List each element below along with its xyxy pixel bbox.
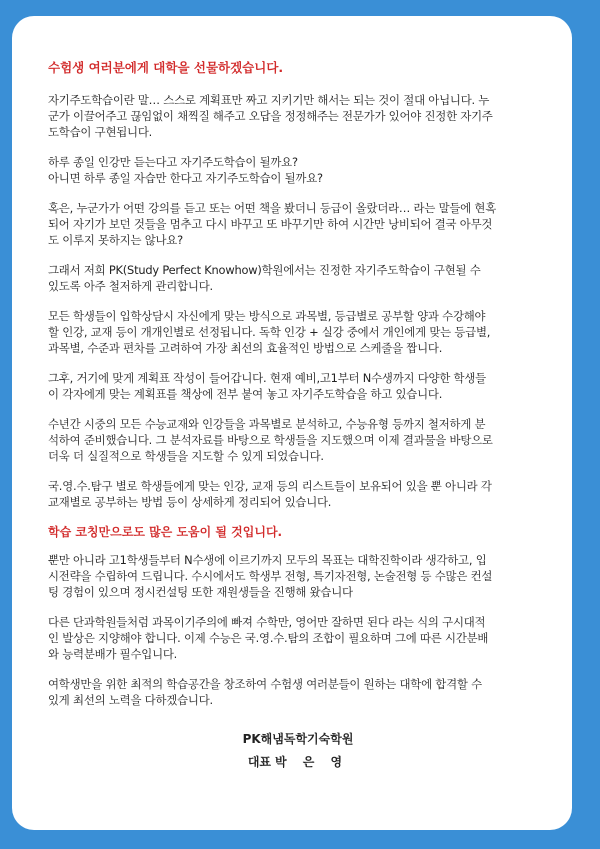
paragraph <box>48 370 548 402</box>
paragraph <box>48 478 548 510</box>
representative-name: 박 은 영 <box>275 755 349 769</box>
paragraph <box>48 614 548 662</box>
paragraph <box>48 154 548 186</box>
paragraph-line: 다른 단과학원들처럼 과목이기주의에 빠져 수학만, 영어만 잘하면 된다 라는 식의 구시대적 <box>48 615 486 629</box>
letter-subheadline: 학습 코칭만으로도 많은 도움이 될 것입니다. <box>48 525 283 539</box>
paragraph <box>48 92 548 140</box>
paragraph-line: 있게 최선의 노력을 다하겠습니다. <box>48 693 213 707</box>
paragraph-line: 팅 경험이 있으며 정시컨설팅 또한 재원생들을 진행해 왔습니다 <box>48 585 353 599</box>
paragraph <box>48 416 548 464</box>
paragraph-line: 그후, 거기에 맞게 계획표 작성이 들어갑니다. 현재 예비,고1부터 N수생까지 다양한 학생들 <box>48 371 486 385</box>
paragraph-line: 과목별, 수준과 편차를 고려하여 가장 최선의 효율적인 방법으로 스케줄을 짭니다. <box>48 341 443 355</box>
paragraph-line: 있도록 아주 철저하게 관리합니다. <box>48 279 213 293</box>
paragraph-line: 아니면 하루 종일 자습만 한다고 자기주도학습이 될까요? <box>48 171 323 185</box>
paragraph-line: 국.영.수.탐구 별로 학생들에게 맞는 인강, 교재 등의 리스트들이 보유되어 있을 뿐 아니라 각 <box>48 479 492 493</box>
letter-section-1 <box>48 92 548 510</box>
paragraph-line: 이 각자에게 맞는 계획표를 책상에 전부 붙여 놓고 자기주도학습을 하고 있습니다. <box>48 387 443 401</box>
paragraph <box>48 552 548 600</box>
paragraph <box>48 308 548 356</box>
letter-headline: 수험생 여러분에게 대학을 선물하겠습니다. <box>48 60 284 75</box>
paragraph-line: 그래서 저희 PK(Study Perfect Knowhow)학원에서는 진정한 자기주도학습이 구현될 수 <box>48 263 481 277</box>
paragraph-line: 모든 학생들이 입학상담시 자신에게 맞는 방식으로 과목별, 등급별로 공부할 양과 수강해야 <box>48 309 486 323</box>
paragraph-line: 할 인강, 교재 등이 개개인별로 선정됩니다. 독학 인강 + 실강 중에서 개인에게 맞는 등급별, <box>48 325 491 339</box>
paragraph-line: 인 발상은 지양해야 합니다. 이제 수능은 국.영.수.탐의 조합이 필요하며 그에 따른 시간분배 <box>48 631 489 645</box>
paragraph-line: 군가 이끌어주고 끊임없이 채찍질 해주고 오답을 정정해주는 전문가가 있어야 진정한 자기주 <box>48 109 493 123</box>
paragraph-line: 도 이루지 못하지는 않나요? <box>48 233 183 247</box>
paragraph-line: 자기주도학습이란 말… 스스로 계획표만 짜고 지키기만 해서는 되는 것이 절대 아닙니다. 누 <box>48 93 490 107</box>
paragraph <box>48 262 548 294</box>
paragraph-line: 더욱 더 실질적으로 학생들을 지도할 수 있게 되었습니다. <box>48 449 324 463</box>
paragraph-line: 수년간 시중의 모든 수능교재와 인강들을 과목별로 분석하고, 수능유형 등까지 철저하게 분 <box>48 417 486 431</box>
academy-name: PK해냄독학기숙학원 <box>242 732 354 746</box>
paragraph-line: 뿐만 아니라 고1학생들부터 N수생에 이르기까지 모두의 목표는 대학진학이라 생각하고, 입 <box>48 553 487 567</box>
paragraph-line: 석하여 준비했습니다. 그 분석자료를 바탕으로 학생들을 지도했으며 이제 결과물을 바탕으로 <box>48 433 493 447</box>
paragraph-line: 교재별로 공부하는 방법 등이 상세하게 정리되어 있습니다. <box>48 495 332 509</box>
paragraph <box>48 200 548 248</box>
paragraph-line: 하루 종일 인강만 듣는다고 자기주도학습이 될까요? <box>48 155 298 169</box>
paragraph-line: 와 능력분배가 필수입니다. <box>48 647 178 661</box>
signature-block <box>48 730 548 772</box>
paragraph-line: 시전략을 수립하여 드립니다. 수시에서도 학생부 전형, 특기자전형, 논술전형 등 수많은 컨설 <box>48 569 493 583</box>
paragraph-line: 혹은, 누군가가 어떤 강의를 듣고 또는 어떤 책을 봤더니 등급이 올랐더라… 라는 말들에 현혹 <box>48 201 497 215</box>
letter-card <box>12 16 572 830</box>
letter-section-2 <box>48 552 548 708</box>
representative-title: 대표 <box>247 755 272 769</box>
paragraph-line: 되어 자기가 보던 것들을 멈추고 다시 바꾸고 또 바꾸기만 하여 시간만 낭비되어 결국 아무것 <box>48 217 493 231</box>
paragraph-line: 도학습이 구현됩니다. <box>48 125 153 139</box>
paragraph-line: 여학생만을 위한 최적의 학습공간을 창조하여 수험생 여러분들이 원하는 대학에 합격할 수 <box>48 677 482 691</box>
representative-line <box>48 752 548 772</box>
paragraph <box>48 676 548 708</box>
